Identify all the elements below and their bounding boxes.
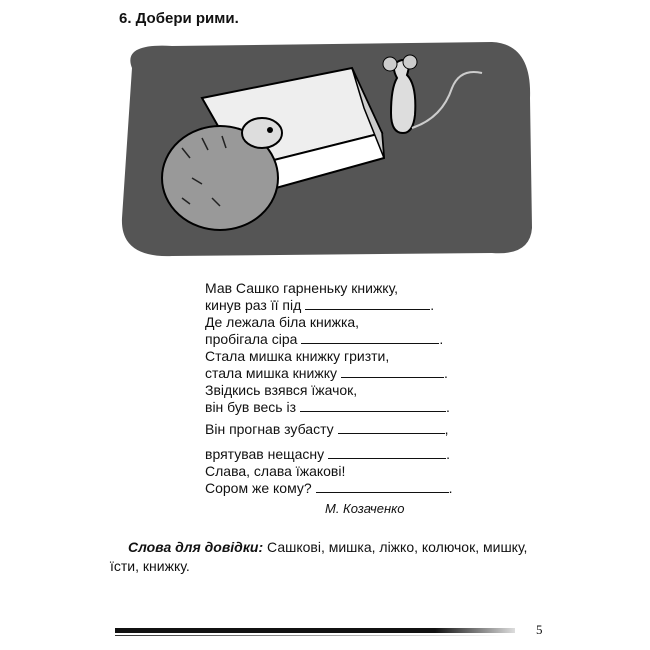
answer-blank[interactable]: [338, 421, 445, 434]
poem-text: кинув раз її під: [205, 297, 302, 313]
poem-text: Звідкись взявся їжачок,: [205, 382, 358, 398]
poem-line: [205, 446, 450, 462]
punct: .: [446, 446, 451, 462]
poem-text: Він прогнав зубасту: [205, 421, 334, 437]
answer-blank[interactable]: [341, 365, 444, 378]
poem-text: він був весь із: [205, 399, 296, 415]
exercise-title: 6. Добери рими.: [119, 10, 239, 27]
poem-text: стала мишка книжку: [205, 365, 337, 381]
poem-text: врятував нещасну: [205, 446, 325, 462]
reference-words: [110, 538, 560, 576]
page-number: 5: [536, 622, 543, 637]
poem-text: Де лежала біла книжка,: [205, 314, 360, 330]
poem-line: [205, 463, 345, 479]
poem-line: [205, 314, 359, 330]
reference-label: Слова для довідки:: [128, 539, 264, 555]
reference-list: Сашкові, мишка, ліжко, колючок, мишку, їсти, книжку.: [110, 539, 528, 574]
poem-text: Слава, слава їжакові!: [205, 463, 346, 479]
answer-blank[interactable]: [305, 297, 430, 310]
punct: .: [444, 365, 448, 381]
poem-line: [205, 348, 389, 364]
footer-rule-thin: [115, 635, 505, 636]
poem-text: Сором же кому?: [205, 480, 312, 496]
poem-line: [205, 421, 449, 437]
punct: .: [430, 297, 435, 313]
poem-line: [205, 280, 398, 296]
poem-line: [205, 365, 448, 381]
punct: ,: [444, 421, 449, 437]
footer-rule: [115, 628, 515, 633]
poem-line: [205, 399, 450, 415]
poem-line: [205, 480, 453, 496]
answer-blank[interactable]: [301, 331, 439, 344]
poem-line: [205, 297, 434, 313]
punct: .: [446, 399, 450, 415]
answer-blank[interactable]: [300, 399, 446, 412]
hedgehog-mouse-book-illustration: [112, 38, 537, 260]
poem-line: [205, 382, 357, 398]
poem-line: [205, 331, 443, 347]
answer-blank[interactable]: [328, 446, 446, 459]
punct: .: [448, 480, 453, 496]
poem-author: М. Козаченко: [325, 501, 405, 516]
poem-text: пробігала сіра: [205, 331, 298, 347]
poem-text: Стала мишка книжку гризти,: [205, 348, 390, 364]
punct: .: [439, 331, 444, 347]
answer-blank[interactable]: [316, 480, 449, 493]
poem-text: Мав Сашко гарненьку книжку,: [205, 280, 399, 296]
